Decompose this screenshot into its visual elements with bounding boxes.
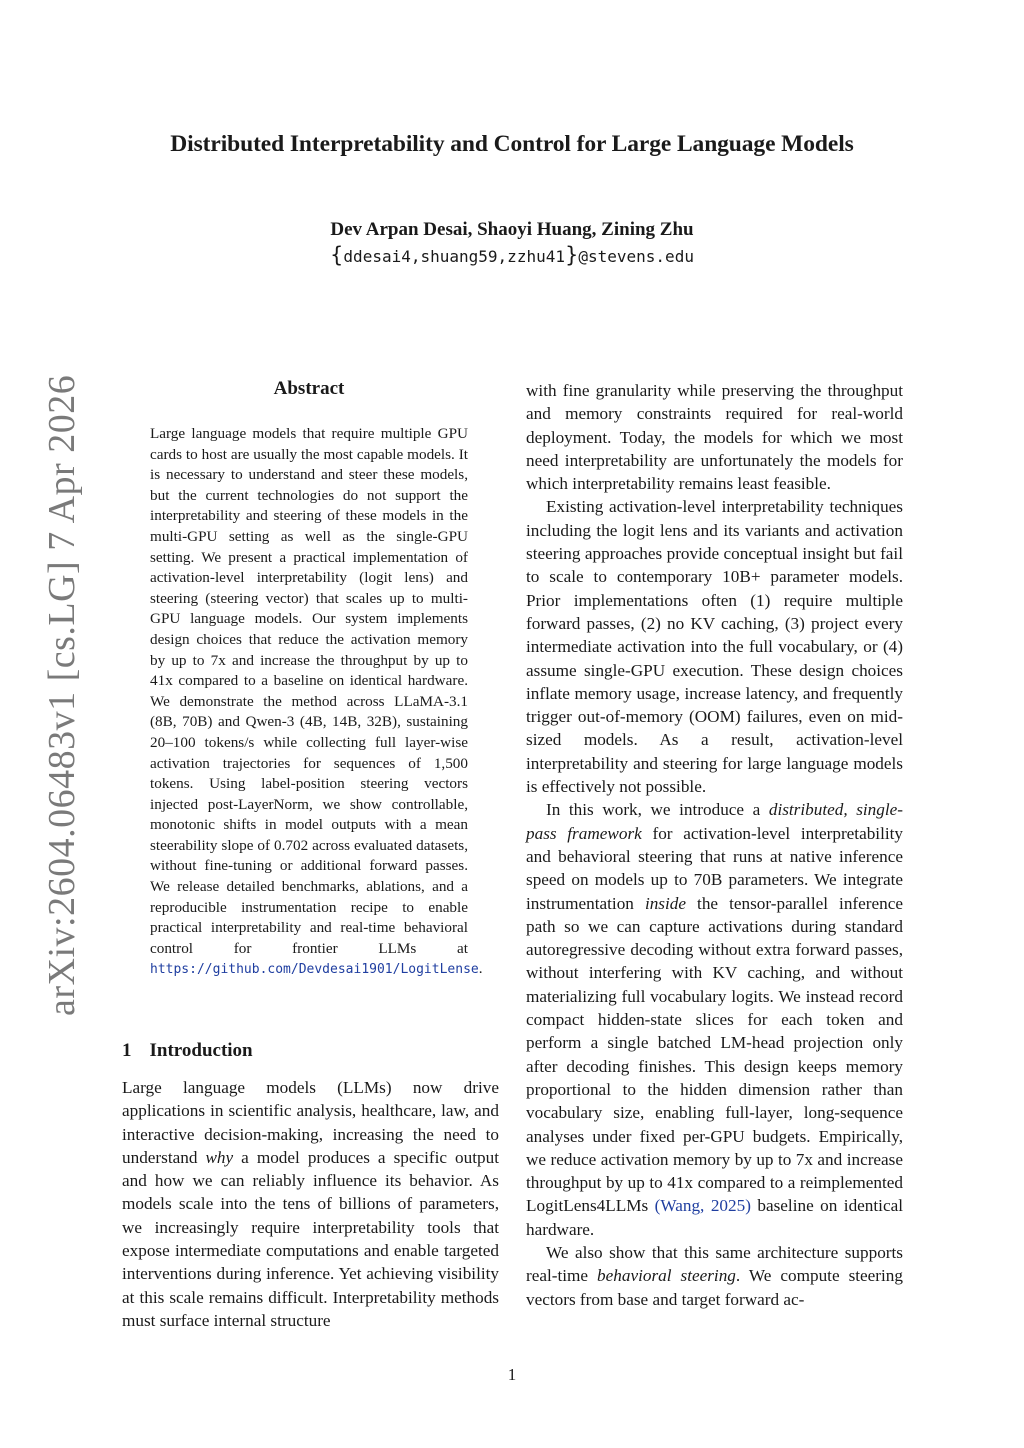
- page-number: 1: [507, 1365, 517, 1384]
- intro-paragraph-1-continued: with fine granularity while preserving the throughput and memory constraints required for real-world deployment. Today, the models for which we most need interpretability are unfortunately the models for which interpretability remains least feasible.: [526, 381, 903, 494]
- abstract-end: .: [478, 960, 483, 978]
- intro-paragraph-3: In this work, we introduce a distributed, single-pass framework for activation-level interpretability and behavioral steering that runs at native inference speed on models up to 70B parameters. We integrate instrumentation inside the tensor-parallel inference path so we can capture activations during standard autoregressive decoding without extra forward passes, without interfering with KV caching, and without materializing full vocabulary logits. We instead record compact hidden-state slices for each token and perform a single batched LM-head projection only after decoding finishes. This design keeps memory proportional to the hidden dimension rather than vocabulary size, enabling full-layer, long-sequence analyses under fixed per-GPU budgets. Empirically, we reduce activation memory by up to 7x and increase throughput by up to 41x compared to a reimplemented LogitLens4LLMs (Wang, 2025) baseline on identical hardware.: [526, 800, 903, 1239]
- section-number: 1: [122, 1040, 132, 1061]
- paper-title: Distributed Interpretability and Control for Large Language Models: [170, 131, 854, 157]
- abstract-body: [150, 424, 483, 981]
- section-title: Introduction: [149, 1040, 253, 1061]
- author-emails: [0, 243, 1024, 267]
- intro-left-column: [122, 1076, 499, 1332]
- author-list: Dev Arpan Desai, Shaoyi Huang, Zining Zhu: [330, 219, 694, 240]
- email-domain: @stevens.edu: [578, 247, 694, 266]
- abstract-heading: Abstract: [273, 378, 345, 399]
- citation-wang-2025[interactable]: (Wang, 2025): [654, 1196, 751, 1216]
- section-heading-introduction: [122, 1040, 253, 1062]
- email-handles: ddesai4,shuang59,zzhu41: [343, 247, 565, 266]
- intro-paragraph-2: Existing activation-level interpretability techniques including the logit lens and its variants and activation steering approaches provide conceptual insight but fail to scale to contemporary 10B+ parameter models. Prior implementations often (1) require multiple forward passes, (2) no KV caching, (3) project every intermediate activation into the full vocabulary, or (4) assume single-GPU execution. These design choices inflate memory usage, increase latency, and frequently trigger out-of-memory (OOM) failures, even on mid-sized models. As a result, activation-level interpretability and steering for large language models is effectively not possible.: [526, 497, 903, 797]
- email-brace-open: {: [330, 243, 344, 267]
- intro-right-column: [526, 379, 903, 1311]
- abstract-text: Large language models that require multiple GPU cards to host are usually the most capable models. It is necessary to understand and steer these models, but the current technologies do not support the interpretability and steering of these models in the multi-GPU setting as well as the single-GPU setting. We present a practical implementation of activation-level interpretability (logit lens) and steering (steering vector) that scales up to multi-GPU language models. Our system implements design choices that reduce the activation memory by up to 7x and increase the throughput by up to 41x compared to a baseline on identical hardware. We demonstrate the method across LLaMA-3.1 (8B, 70B) and Qwen-3 (4B, 14B, 32B), sustaining 20–100 tokens/s while collecting full layer-wise activation trajectories for sequences of 1,500 tokens. Using label-position steering vectors injected post-LayerNorm, we show controllable, monotonic shifts in model outputs with a mean steerability slope of 0.702 across evaluated datasets, without fine-tuning or additional forward passes. We release detailed benchmarks, ablations, and a reproducible instrumentation recipe to enable practical interpretability and real-time behavioral control for frontier LLMs at: [150, 425, 468, 957]
- intro-paragraph-4: We also show that this same architecture supports real-time behavioral steering. We compute steering vectors from base and target forward ac-: [526, 1242, 903, 1309]
- github-link[interactable]: https://github.com/Devdesai1901/LogitLense: [150, 962, 479, 978]
- arxiv-identifier: arXiv:2604.06483v1 [cs.LG] 7 Apr 2026: [41, 374, 83, 1016]
- intro-paragraph-1: Large language models (LLMs) now drive applications in scientific analysis, healthcare, law, and interactive decision-making, increasing the need to understand why a model produces a specific output and how we can reliably influence its behavior. As models scale into the tens of billions of parameters, we increasingly require interpretability tools that expose intermediate computations and enable targeted interventions during inference. Yet achieving visibility at this scale remains difficult. Interpretability methods must surface internal structure: [122, 1078, 499, 1330]
- email-brace-close: }: [564, 243, 579, 267]
